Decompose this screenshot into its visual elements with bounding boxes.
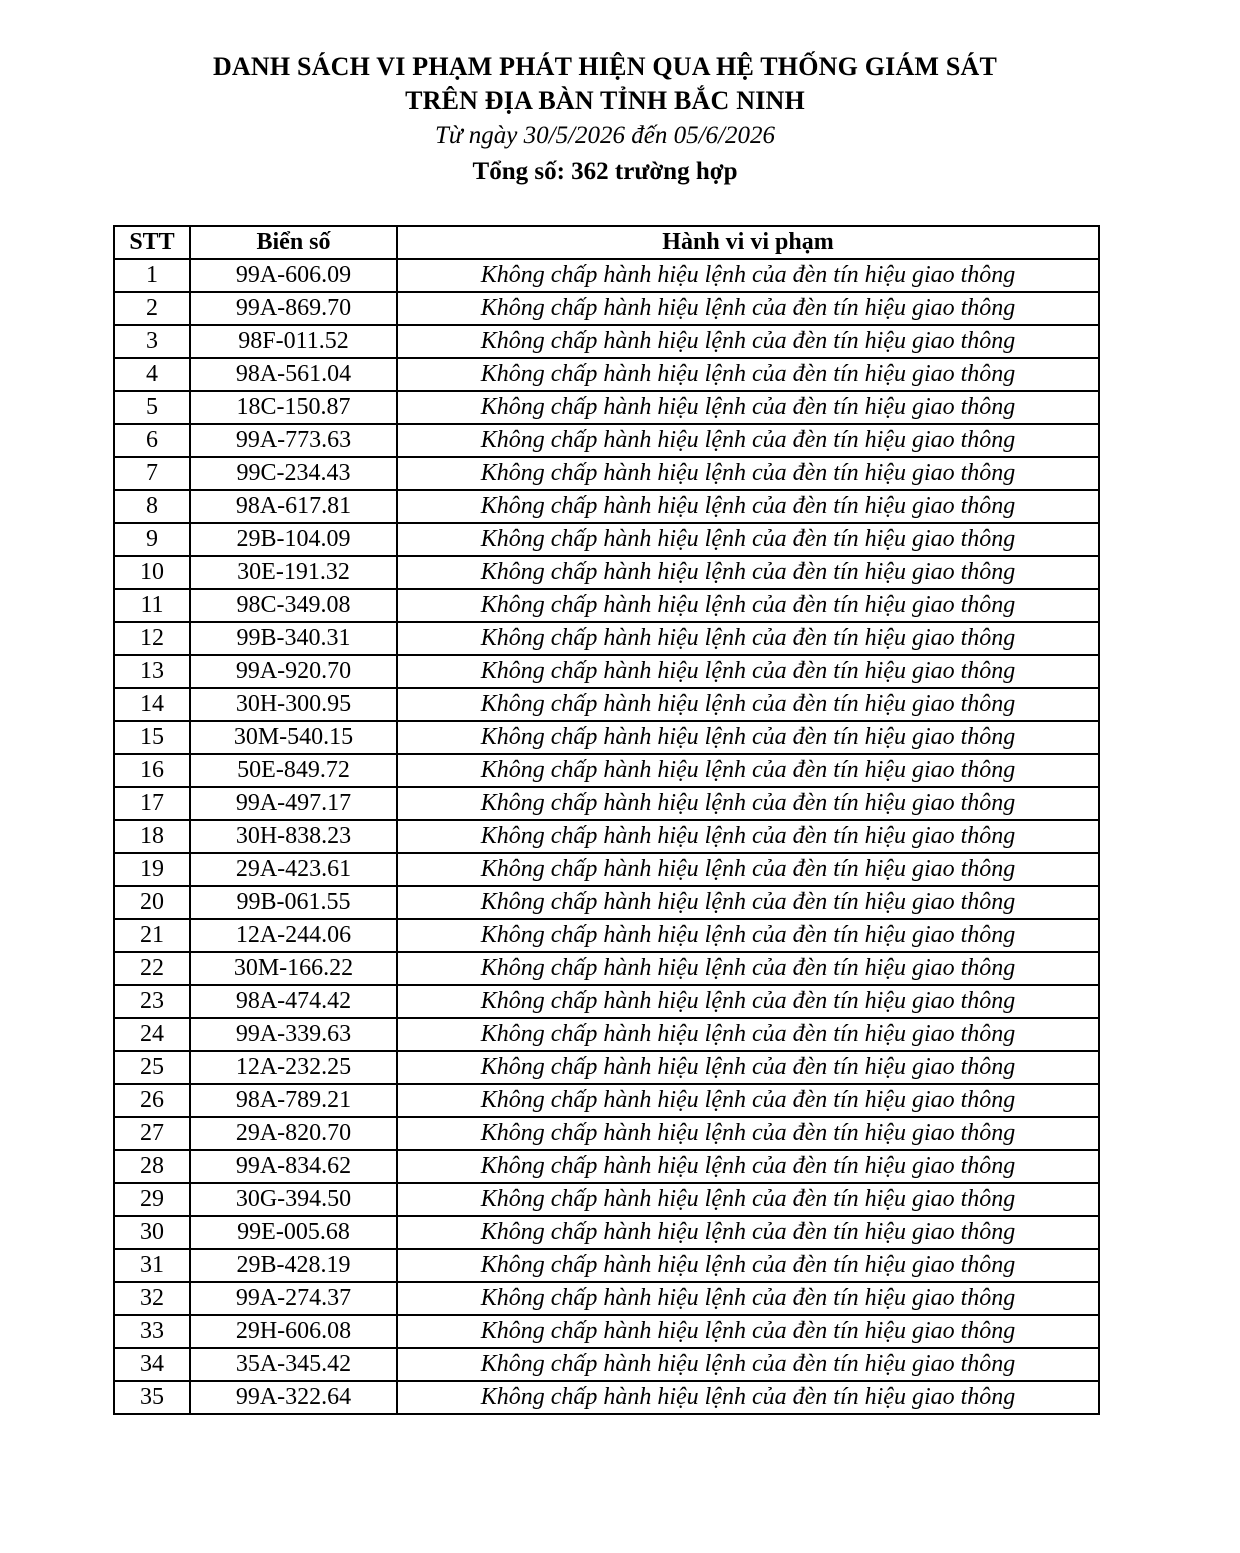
row-behavior: Không chấp hành hiệu lệnh của đèn tín hiệu giao thông <box>397 754 1099 787</box>
row-plate: 30M-166.22 <box>190 952 397 985</box>
table-row <box>114 1315 1099 1348</box>
row-behavior: Không chấp hành hiệu lệnh của đèn tín hiệu giao thông <box>397 1249 1099 1282</box>
row-behavior: Không chấp hành hiệu lệnh của đèn tín hiệu giao thông <box>397 952 1099 985</box>
table-row <box>114 1249 1099 1282</box>
table-row <box>114 589 1099 622</box>
table-row <box>114 1117 1099 1150</box>
row-stt: 30 <box>114 1216 190 1249</box>
row-plate: 12A-232.25 <box>190 1051 397 1084</box>
table-row <box>114 1348 1099 1381</box>
row-stt: 29 <box>114 1183 190 1216</box>
row-plate: 35A-345.42 <box>190 1348 397 1381</box>
row-plate: 99A-322.64 <box>190 1381 397 1414</box>
row-plate: 98C-349.08 <box>190 589 397 622</box>
table-row <box>114 919 1099 952</box>
row-behavior: Không chấp hành hiệu lệnh của đèn tín hiệu giao thông <box>397 589 1099 622</box>
row-plate: 18C-150.87 <box>190 391 397 424</box>
row-stt: 8 <box>114 490 190 523</box>
row-plate: 50E-849.72 <box>190 754 397 787</box>
table-row <box>114 655 1099 688</box>
row-stt: 7 <box>114 457 190 490</box>
row-behavior: Không chấp hành hiệu lệnh của đèn tín hiệu giao thông <box>397 457 1099 490</box>
table-row <box>114 457 1099 490</box>
document-header <box>0 50 1210 190</box>
row-plate: 29B-104.09 <box>190 523 397 556</box>
row-stt: 31 <box>114 1249 190 1282</box>
row-behavior: Không chấp hành hiệu lệnh của đèn tín hiệu giao thông <box>397 490 1099 523</box>
row-behavior: Không chấp hành hiệu lệnh của đèn tín hiệu giao thông <box>397 556 1099 589</box>
row-stt: 17 <box>114 787 190 820</box>
row-stt: 1 <box>114 259 190 292</box>
row-stt: 14 <box>114 688 190 721</box>
row-plate: 29A-423.61 <box>190 853 397 886</box>
table-row <box>114 1051 1099 1084</box>
table-row <box>114 985 1099 1018</box>
table-row <box>114 688 1099 721</box>
row-plate: 99A-834.62 <box>190 1150 397 1183</box>
row-plate: 99B-061.55 <box>190 886 397 919</box>
table-row <box>114 820 1099 853</box>
row-behavior: Không chấp hành hiệu lệnh của đèn tín hiệu giao thông <box>397 1150 1099 1183</box>
header-behavior: Hành vi vi phạm <box>397 226 1099 259</box>
row-plate: 99A-497.17 <box>190 787 397 820</box>
document-title-line2: TRÊN ĐỊA BÀN TỈNH BẮC NINH <box>405 86 805 115</box>
row-plate: 99A-606.09 <box>190 259 397 292</box>
row-behavior: Không chấp hành hiệu lệnh của đèn tín hiệu giao thông <box>397 985 1099 1018</box>
row-plate: 99A-920.70 <box>190 655 397 688</box>
row-stt: 5 <box>114 391 190 424</box>
row-plate: 30H-838.23 <box>190 820 397 853</box>
row-stt: 15 <box>114 721 190 754</box>
row-stt: 2 <box>114 292 190 325</box>
row-behavior: Không chấp hành hiệu lệnh của đèn tín hiệu giao thông <box>397 919 1099 952</box>
row-behavior: Không chấp hành hiệu lệnh của đèn tín hiệu giao thông <box>397 1183 1099 1216</box>
row-behavior: Không chấp hành hiệu lệnh của đèn tín hiệu giao thông <box>397 721 1099 754</box>
row-stt: 18 <box>114 820 190 853</box>
table-row <box>114 358 1099 391</box>
date-range: Từ ngày 30/5/2026 đến 05/6/2026 <box>434 122 775 149</box>
row-stt: 26 <box>114 1084 190 1117</box>
row-stt: 22 <box>114 952 190 985</box>
row-stt: 24 <box>114 1018 190 1051</box>
row-behavior: Không chấp hành hiệu lệnh của đèn tín hiệu giao thông <box>397 1018 1099 1051</box>
row-plate: 30M-540.15 <box>190 721 397 754</box>
row-plate: 29A-820.70 <box>190 1117 397 1150</box>
row-plate: 99A-773.63 <box>190 424 397 457</box>
row-behavior: Không chấp hành hiệu lệnh của đèn tín hiệu giao thông <box>397 1084 1099 1117</box>
row-stt: 21 <box>114 919 190 952</box>
row-plate: 99B-340.31 <box>190 622 397 655</box>
row-plate: 98A-561.04 <box>190 358 397 391</box>
row-plate: 29B-428.19 <box>190 1249 397 1282</box>
table-row <box>114 1183 1099 1216</box>
row-plate: 98A-789.21 <box>190 1084 397 1117</box>
row-behavior: Không chấp hành hiệu lệnh của đèn tín hiệu giao thông <box>397 523 1099 556</box>
header-plate: Biển số <box>190 226 397 259</box>
row-plate: 99A-869.70 <box>190 292 397 325</box>
table-row <box>114 556 1099 589</box>
row-behavior: Không chấp hành hiệu lệnh của đèn tín hiệu giao thông <box>397 688 1099 721</box>
row-behavior: Không chấp hành hiệu lệnh của đèn tín hiệu giao thông <box>397 1381 1099 1414</box>
document-title-line1: DANH SÁCH VI PHẠM PHÁT HIỆN QUA HỆ THỐNG GIÁM SÁT <box>212 52 998 81</box>
row-stt: 6 <box>114 424 190 457</box>
row-plate: 29H-606.08 <box>190 1315 397 1348</box>
row-stt: 4 <box>114 358 190 391</box>
row-behavior: Không chấp hành hiệu lệnh của đèn tín hiệu giao thông <box>397 787 1099 820</box>
row-stt: 33 <box>114 1315 190 1348</box>
row-plate: 98A-617.81 <box>190 490 397 523</box>
row-behavior: Không chấp hành hiệu lệnh của đèn tín hiệu giao thông <box>397 655 1099 688</box>
table-row <box>114 391 1099 424</box>
row-behavior: Không chấp hành hiệu lệnh của đèn tín hiệu giao thông <box>397 1282 1099 1315</box>
row-plate: 12A-244.06 <box>190 919 397 952</box>
row-stt: 19 <box>114 853 190 886</box>
table-row <box>114 1018 1099 1051</box>
row-stt: 25 <box>114 1051 190 1084</box>
row-behavior: Không chấp hành hiệu lệnh của đèn tín hiệu giao thông <box>397 886 1099 919</box>
row-plate: 99E-005.68 <box>190 1216 397 1249</box>
table-header-row <box>114 226 1099 259</box>
table-row <box>114 1084 1099 1117</box>
row-behavior: Không chấp hành hiệu lệnh của đèn tín hiệu giao thông <box>397 622 1099 655</box>
row-stt: 3 <box>114 325 190 358</box>
table-row <box>114 292 1099 325</box>
row-stt: 11 <box>114 589 190 622</box>
row-plate: 99A-339.63 <box>190 1018 397 1051</box>
row-plate: 98F-011.52 <box>190 325 397 358</box>
table-row <box>114 622 1099 655</box>
row-plate: 30G-394.50 <box>190 1183 397 1216</box>
table-row <box>114 754 1099 787</box>
row-stt: 28 <box>114 1150 190 1183</box>
row-behavior: Không chấp hành hiệu lệnh của đèn tín hiệu giao thông <box>397 292 1099 325</box>
row-behavior: Không chấp hành hiệu lệnh của đèn tín hiệu giao thông <box>397 358 1099 391</box>
table-row <box>114 259 1099 292</box>
row-stt: 10 <box>114 556 190 589</box>
table-row <box>114 721 1099 754</box>
row-stt: 27 <box>114 1117 190 1150</box>
table-row <box>114 424 1099 457</box>
row-behavior: Không chấp hành hiệu lệnh của đèn tín hiệu giao thông <box>397 1216 1099 1249</box>
row-behavior: Không chấp hành hiệu lệnh của đèn tín hiệu giao thông <box>397 820 1099 853</box>
row-behavior: Không chấp hành hiệu lệnh của đèn tín hiệu giao thông <box>397 853 1099 886</box>
row-stt: 13 <box>114 655 190 688</box>
table-row <box>114 886 1099 919</box>
row-plate: 30H-300.95 <box>190 688 397 721</box>
row-stt: 12 <box>114 622 190 655</box>
row-behavior: Không chấp hành hiệu lệnh của đèn tín hiệu giao thông <box>397 259 1099 292</box>
table-row <box>114 325 1099 358</box>
row-behavior: Không chấp hành hiệu lệnh của đèn tín hiệu giao thông <box>397 424 1099 457</box>
table-row <box>114 1216 1099 1249</box>
row-behavior: Không chấp hành hiệu lệnh của đèn tín hiệu giao thông <box>397 325 1099 358</box>
row-plate: 98A-474.42 <box>190 985 397 1018</box>
table-row <box>114 490 1099 523</box>
table-row <box>114 787 1099 820</box>
header-stt: STT <box>114 226 190 259</box>
table-row <box>114 1150 1099 1183</box>
row-stt: 35 <box>114 1381 190 1414</box>
row-behavior: Không chấp hành hiệu lệnh của đèn tín hiệu giao thông <box>397 1315 1099 1348</box>
row-stt: 16 <box>114 754 190 787</box>
row-behavior: Không chấp hành hiệu lệnh của đèn tín hiệu giao thông <box>397 1117 1099 1150</box>
row-plate: 99C-234.43 <box>190 457 397 490</box>
table-row <box>114 853 1099 886</box>
row-plate: 99A-274.37 <box>190 1282 397 1315</box>
table-row <box>114 1282 1099 1315</box>
table-row <box>114 1381 1099 1414</box>
row-stt: 23 <box>114 985 190 1018</box>
row-stt: 20 <box>114 886 190 919</box>
row-plate: 30E-191.32 <box>190 556 397 589</box>
total-count: Tổng số: 362 trường hợp <box>472 158 738 185</box>
row-stt: 34 <box>114 1348 190 1381</box>
table-body <box>114 259 1099 1414</box>
row-stt: 32 <box>114 1282 190 1315</box>
row-behavior: Không chấp hành hiệu lệnh của đèn tín hiệu giao thông <box>397 1348 1099 1381</box>
violations-table <box>113 225 1100 1415</box>
table-row <box>114 523 1099 556</box>
row-stt: 9 <box>114 523 190 556</box>
row-behavior: Không chấp hành hiệu lệnh của đèn tín hiệu giao thông <box>397 1051 1099 1084</box>
row-behavior: Không chấp hành hiệu lệnh của đèn tín hiệu giao thông <box>397 391 1099 424</box>
table-row <box>114 952 1099 985</box>
